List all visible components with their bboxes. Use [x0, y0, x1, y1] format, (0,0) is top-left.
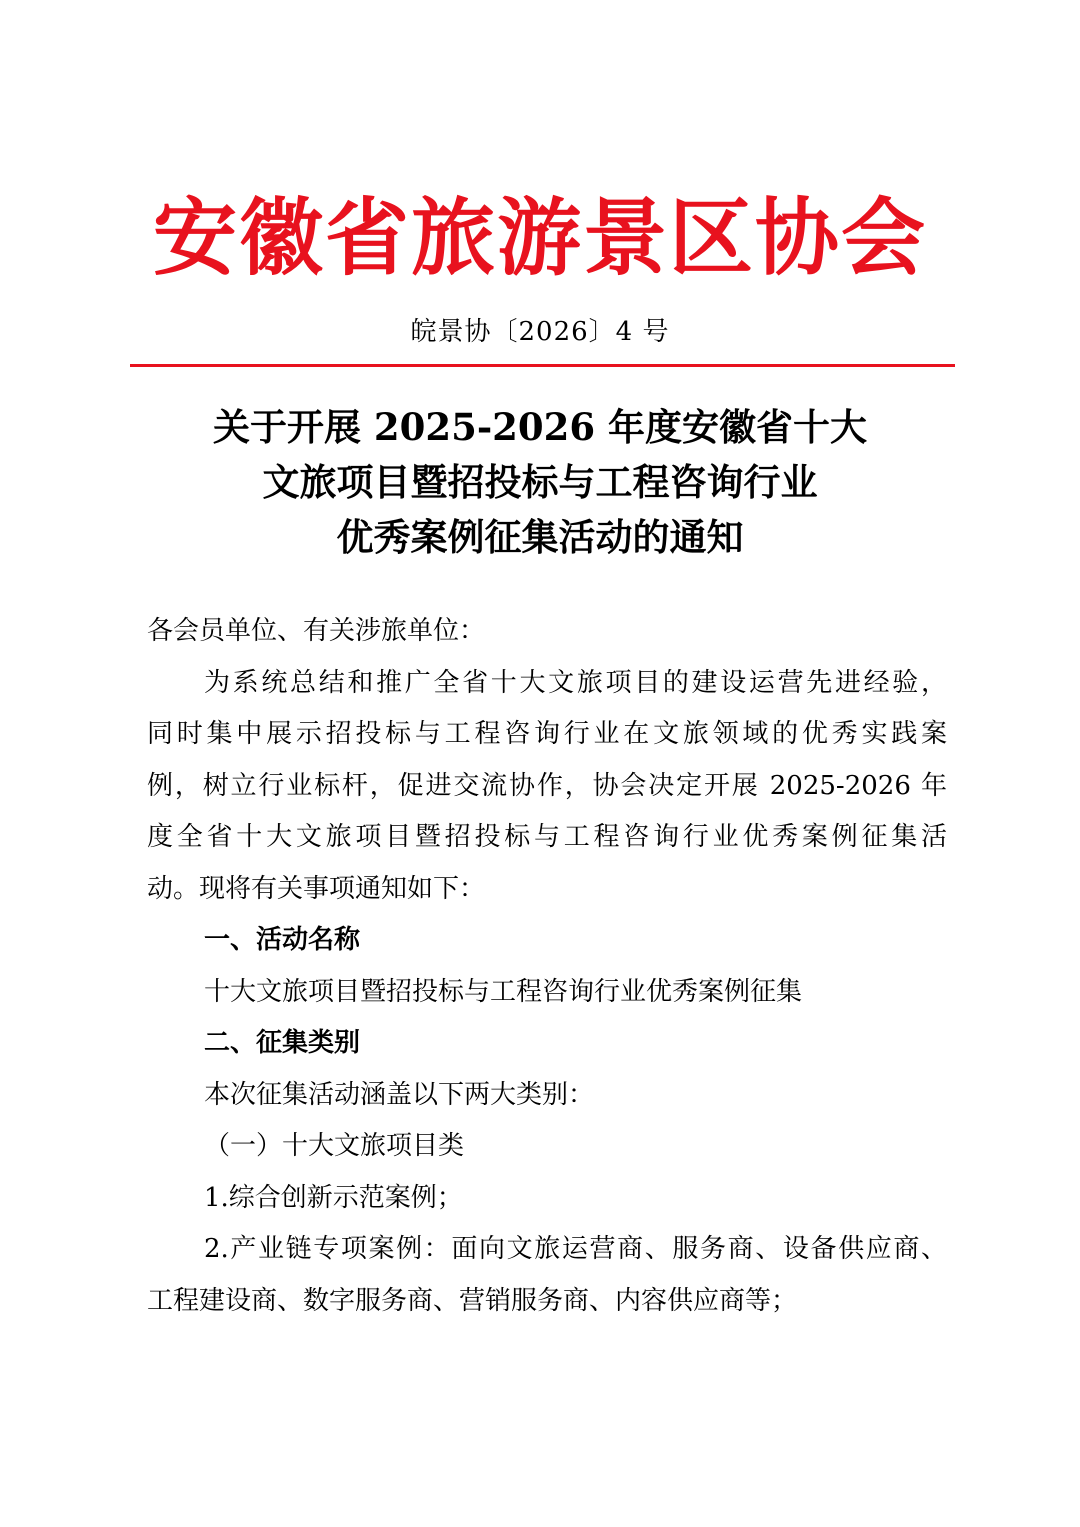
intro-line-2: 同时集中展示招投标与工程咨询行业在文旅领域的优秀实践案 — [147, 719, 947, 749]
intro-line-3: 例，树立行业标杆，促进交流协作，协会决定开展 2025-2026 年 — [147, 770, 947, 801]
intro-line-1: 为系统总结和推广全省十大文旅项目的建设运营先进经验， — [204, 667, 947, 698]
notice-body — [147, 606, 947, 1327]
category-1-heading: （一）十大文旅项目类 — [204, 1131, 465, 1161]
section-2-heading: 二、征集类别 — [204, 1028, 361, 1058]
title-line-2: 文旅项目暨招投标与工程咨询行业 — [262, 460, 818, 504]
salutation: 各会员单位、有关涉旅单位： — [147, 616, 486, 646]
title-line-1: 关于开展 2025-2026 年度安徽省十大 — [212, 405, 868, 449]
section-1-text: 十大文旅项目暨招投标与工程咨询行业优秀案例征集 — [204, 976, 803, 1007]
organization-name-header: 安徽省旅游景区协会 — [152, 188, 927, 287]
intro-line-5: 动。现将有关事项通知如下： — [147, 873, 486, 904]
list-item-1: 1.综合创新示范案例； — [204, 1182, 463, 1213]
title-line-3: 优秀案例征集活动的通知 — [336, 515, 744, 559]
list-item-2-line-1: 2.产业链专项案例：面向文旅运营商、服务商、设备供应商、 — [204, 1234, 947, 1264]
red-divider-line — [130, 364, 955, 367]
section-2-text: 本次征集活动涵盖以下两大类别： — [204, 1079, 595, 1110]
intro-line-4: 度全省十大文旅项目暨招投标与工程咨询行业优秀案例征集活 — [147, 822, 947, 852]
notice-title — [0, 400, 1080, 565]
document-number: 皖景协〔2026〕4 号 — [410, 317, 670, 347]
list-item-2-line-2: 工程建设商、数字服务商、营销服务商、内容供应商等； — [147, 1285, 798, 1316]
section-1-heading: 一、活动名称 — [204, 925, 361, 955]
